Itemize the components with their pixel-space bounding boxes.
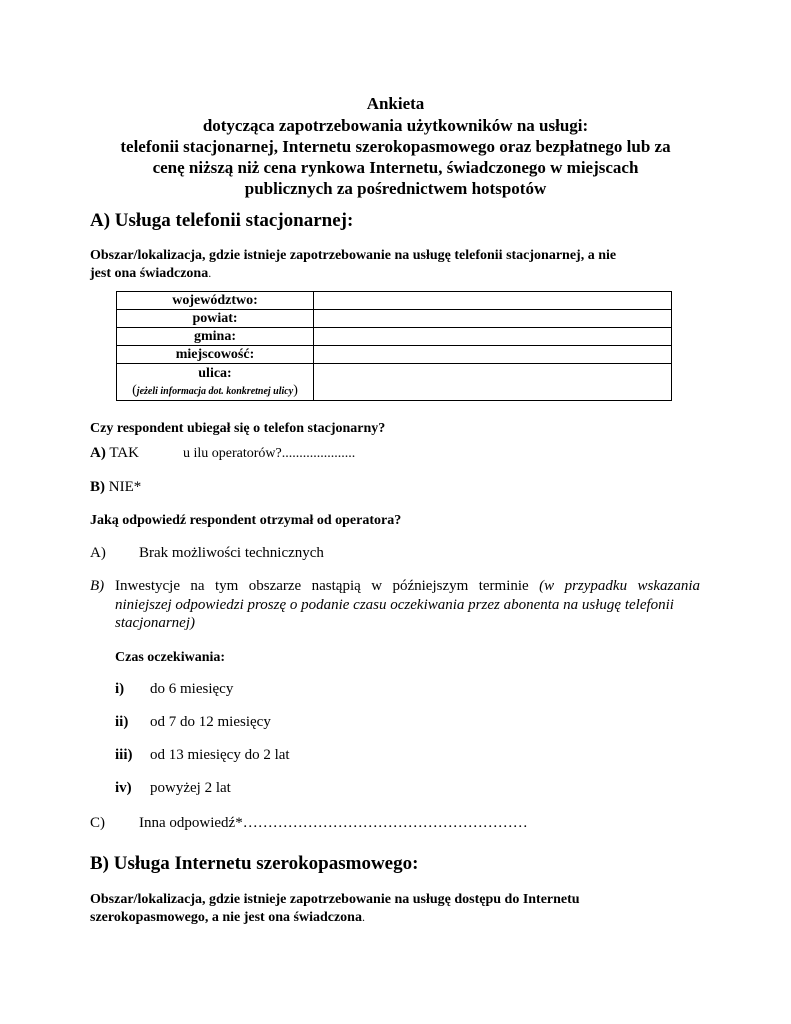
location-table [116,291,672,401]
title-line-4: cenę niższą niż cena rynkowa Internetu, świadczonego w miejscach [152,158,639,177]
voivodeship-label: województwo: [117,292,314,310]
section-a-intro-line2: jest ona świadczona. [90,266,212,281]
section-a-heading: A) Usługa telefonii stacjonarnej: [90,210,354,231]
street-label-cell [117,364,314,401]
commune-field[interactable] [314,328,672,346]
question-applied: Czy respondent ubiegał się o telefon stacjonarny? [90,421,386,436]
option-b-letter: B) [90,578,105,594]
section-b-intro-line1: Obszar/lokalizacja, gdzie istnieje zapotrzebowanie na usługę dostępu do Internetu [90,892,580,907]
option-c-text[interactable]: Inna odpowiedź*………………………………………………… [139,815,528,831]
option-b-line1[interactable]: Inwestycje na tym obszarze nastąpią w późniejszym terminie (w przypadku wskazania [115,578,701,594]
commune-label: gmina: [117,328,314,346]
wait-option-2[interactable]: od 7 do 12 miesięcy [150,714,271,730]
wait-option-4[interactable]: powyżej 2 lat [150,780,231,796]
title-line-3: telefonii stacjonarnej, Internetu szerokopasmowego oraz bezpłatnego lub za [120,137,671,156]
table-row [117,364,672,401]
locality-field[interactable] [314,346,672,364]
answer-yes[interactable]: A) TAK [90,445,139,461]
operators-count: u ilu operatorów?..................... [183,446,356,461]
section-b-intro-line2: szerokopasmowego, a nie jest ona świadczona. [90,910,365,925]
wait-option-2-num: ii) [115,714,129,730]
wait-option-3-num: iii) [115,747,133,763]
table-row [117,292,672,310]
title-line-5: publicznych za pośrednictwem hotspotów [244,179,547,198]
section-a-intro-line1: Obszar/lokalizacja, gdzie istnieje zapotrzebowanie na usługę telefonii stacjonarnej, a nie [90,248,617,263]
title-line-2: dotycząca zapotrzebowania użytkowników na usługi: [202,116,589,135]
locality-label: miejscowość: [117,346,314,364]
county-label: powiat: [117,310,314,328]
county-field[interactable] [314,310,672,328]
option-a-text[interactable]: Brak możliwości technicznych [139,545,324,561]
table-row [117,310,672,328]
section-b-heading: B) Usługa Internetu szerokopasmowego: [90,853,419,874]
voivodeship-field[interactable] [314,292,672,310]
wait-option-1[interactable]: do 6 miesięcy [150,681,234,697]
answer-no[interactable]: B) NIE* [90,479,142,495]
wait-option-3[interactable]: od 13 miesięcy do 2 lat [150,747,290,763]
table-row [117,346,672,364]
street-note: (jeżeli informacja dot. konkretnej ulicy) [132,382,298,398]
option-b-line3: stacjonarnej) [115,615,195,631]
table-row [117,328,672,346]
option-a-letter: A) [90,545,106,561]
wait-time-label: Czas oczekiwania: [115,650,226,665]
wait-option-4-num: iv) [115,780,132,796]
option-c-letter: C) [90,815,105,831]
question-response: Jaką odpowiedź respondent otrzymał od operatora? [90,513,402,528]
wait-option-1-num: i) [115,681,125,697]
option-b-line2: niniejszej odpowiedzi proszę o podanie czasu oczekiwania przez abonenta na usługę telefonii [115,597,674,613]
title-line-1: Ankieta [366,94,425,113]
street-label: ulica: [198,365,232,381]
street-field[interactable] [314,364,672,401]
